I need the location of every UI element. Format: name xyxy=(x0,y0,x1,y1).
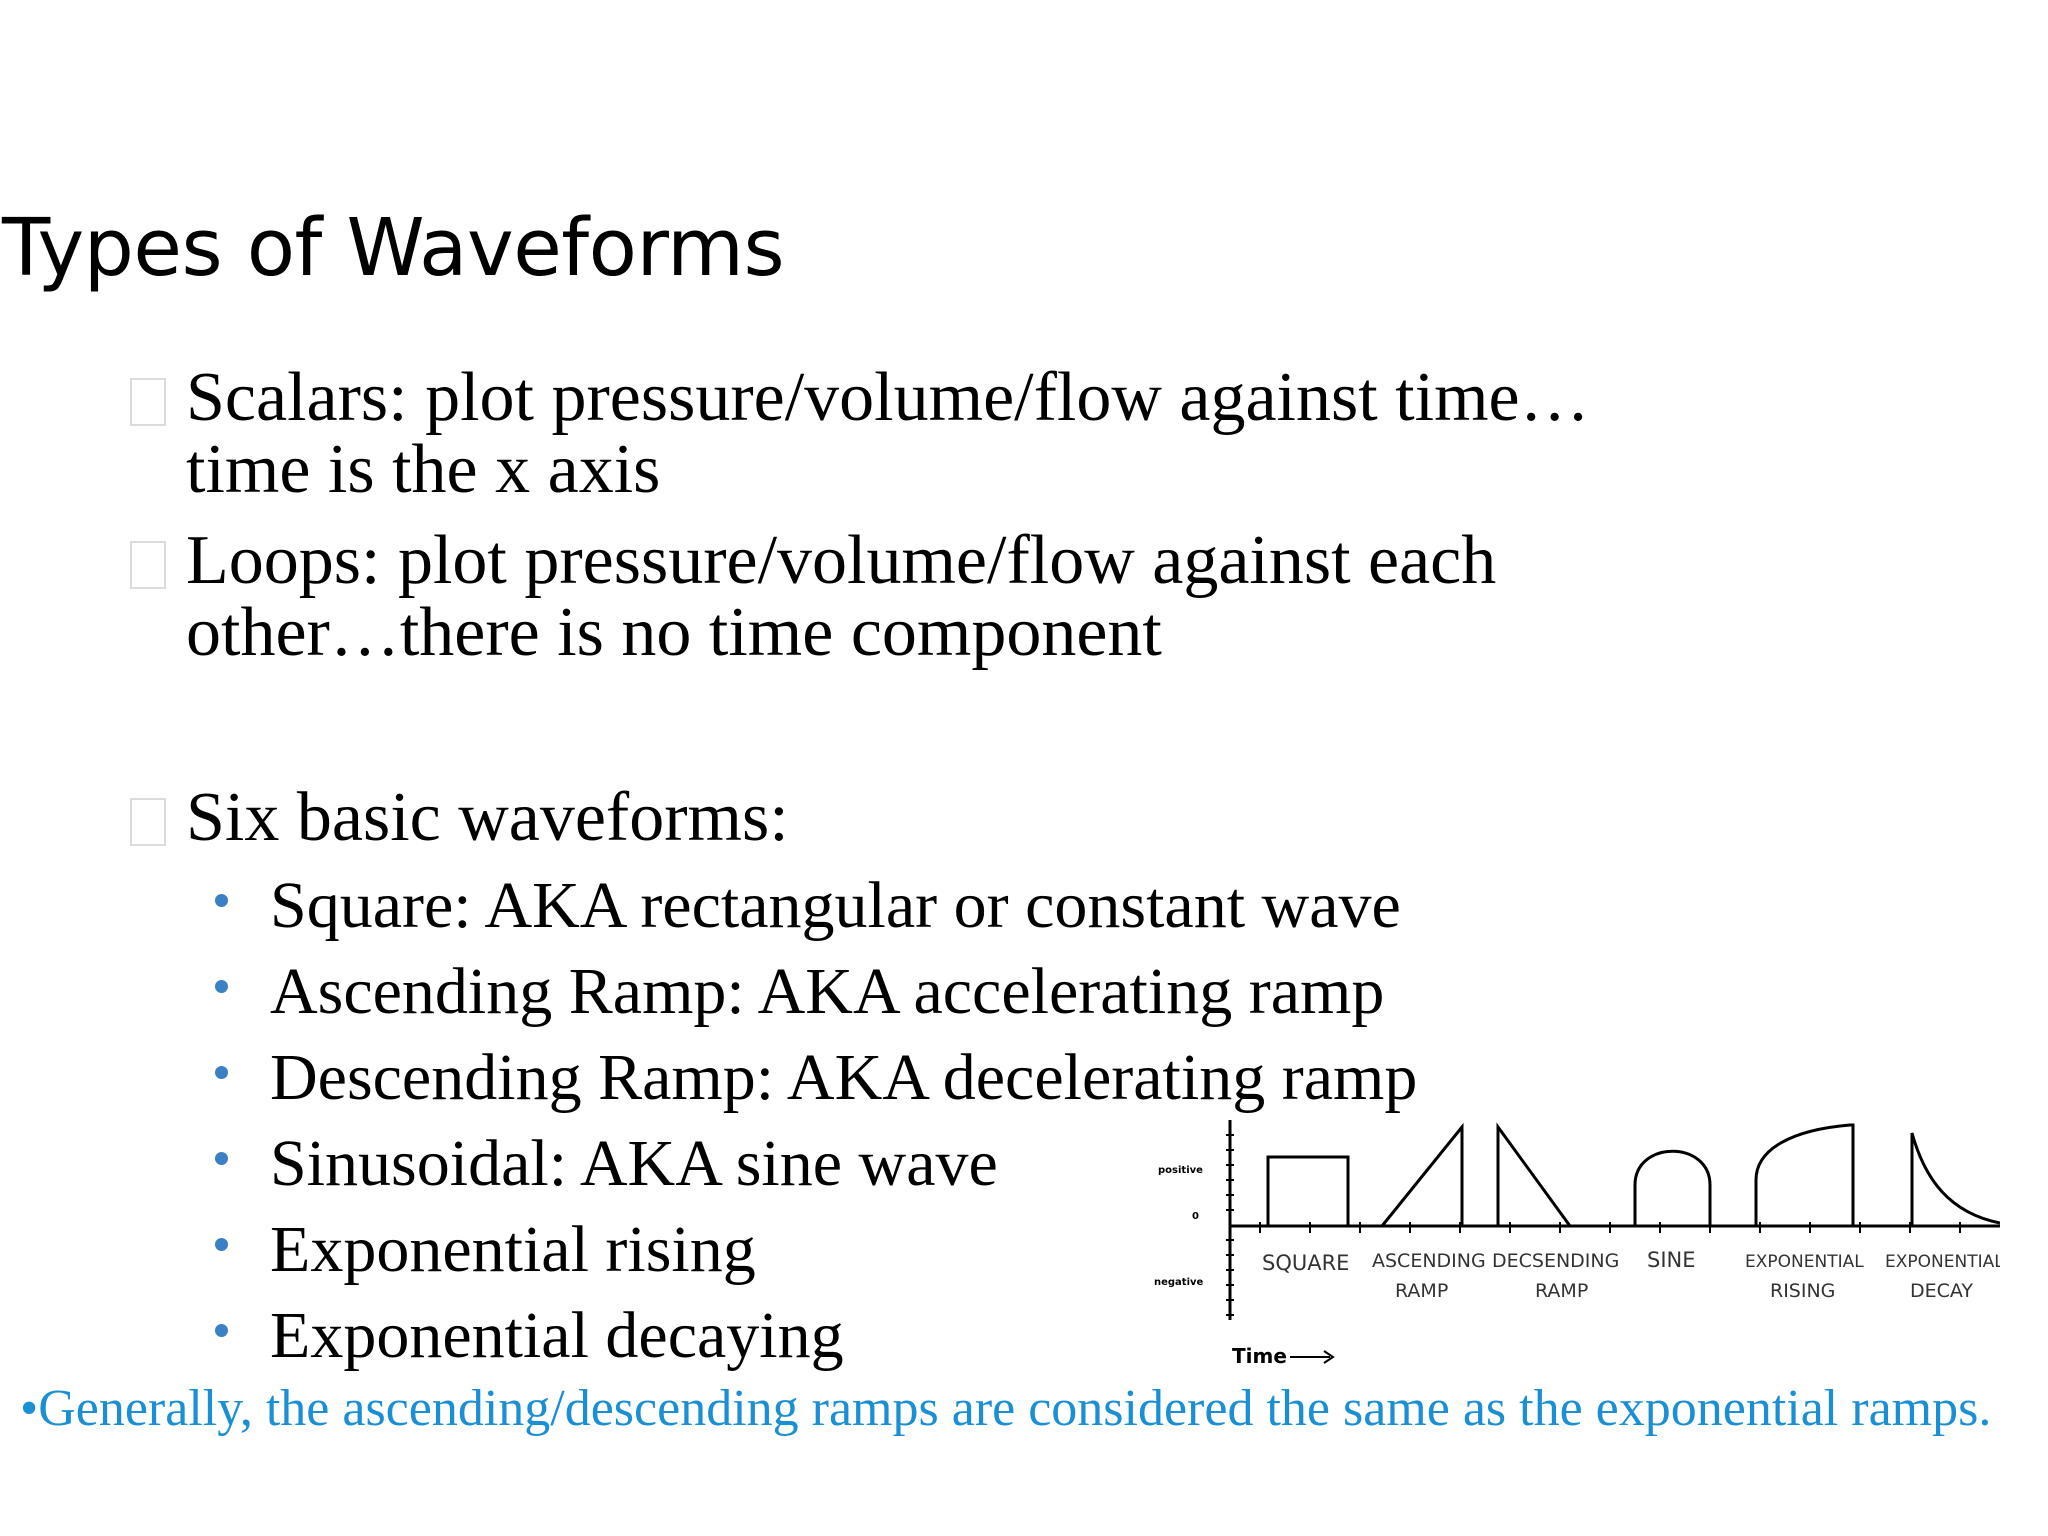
waveform-diagram xyxy=(1150,1095,2000,1375)
time-label: Time xyxy=(1232,1344,1287,1368)
bullet-line: Scalars: plot pressure/volume/flow against time… xyxy=(186,359,1590,436)
zero-label: 0 xyxy=(1192,1211,1199,1222)
slide-title: Types of Waveforms xyxy=(2,202,785,294)
wave-label: EXPONENTIAL xyxy=(1885,1252,2000,1272)
checkbox-bullet-icon xyxy=(130,541,166,589)
exponential-rising-wave xyxy=(1756,1125,1853,1226)
bullet-dot-icon xyxy=(215,980,228,993)
bullet-dot-icon xyxy=(215,1152,228,1165)
wave-label: DECSENDING xyxy=(1492,1250,1620,1272)
bullet-dot-icon xyxy=(215,1324,228,1337)
sine-wave xyxy=(1635,1151,1710,1226)
slide: Types of Waveforms Scalars: plot pressure/volume/flow against time… time is the x axis Loops: plot pressure/volume/flow against each other…there is no time component Six basic waveforms: Square: AKA rectangular or constant wave Ascending Ramp: AKA accelerating ramp Descending Ramp: AKA decelerating ramp Sinusoidal: AKA sine wave Exponential rising Exponential decaying positive 0 negative SQUARE ASCENDING RAMP DECSENDING RAMP SINE EXPONENTIAL RISING EXPONENTIAL DECAY Time •Generally, the ascending/descending ramps are considered the same as the exponential ramps. xyxy=(0,0,2048,1536)
wave-label: SQUARE xyxy=(1262,1251,1350,1275)
waveform-svg xyxy=(1150,1095,2000,1375)
bullet-line: Loops: plot pressure/volume/flow against each xyxy=(186,522,1497,599)
ascending-ramp-wave xyxy=(1382,1127,1462,1226)
wave-label: RAMP xyxy=(1395,1280,1449,1302)
descending-ramp-wave xyxy=(1498,1127,1570,1226)
bullet-dot-icon xyxy=(215,1066,228,1079)
wave-label: EXPONENTIAL xyxy=(1745,1252,1864,1272)
bullet-line: other…there is no time component xyxy=(186,594,1162,671)
bullet-line: time is the x axis xyxy=(186,431,661,508)
wave-label: DECAY xyxy=(1910,1280,1974,1302)
checkbox-bullet-icon xyxy=(130,798,166,846)
bullet-line: Six basic waveforms: xyxy=(186,779,789,856)
footnote: •Generally, the ascending/descending ramps are considered the same as the exponential ramps. xyxy=(20,1380,1992,1437)
bullet-dot-icon xyxy=(215,894,228,907)
wave-label: RAMP xyxy=(1535,1280,1589,1302)
exponential-decay-wave xyxy=(1912,1133,2000,1226)
negative-label: negative xyxy=(1154,1277,1204,1288)
square-wave xyxy=(1268,1157,1348,1226)
bullet-dot-icon xyxy=(215,1238,228,1251)
positive-label: positive xyxy=(1158,1165,1203,1176)
wave-label: ASCENDING xyxy=(1372,1250,1486,1272)
wave-label: RISING xyxy=(1770,1280,1836,1302)
wave-label: SINE xyxy=(1647,1248,1696,1272)
checkbox-bullet-icon xyxy=(130,378,166,426)
